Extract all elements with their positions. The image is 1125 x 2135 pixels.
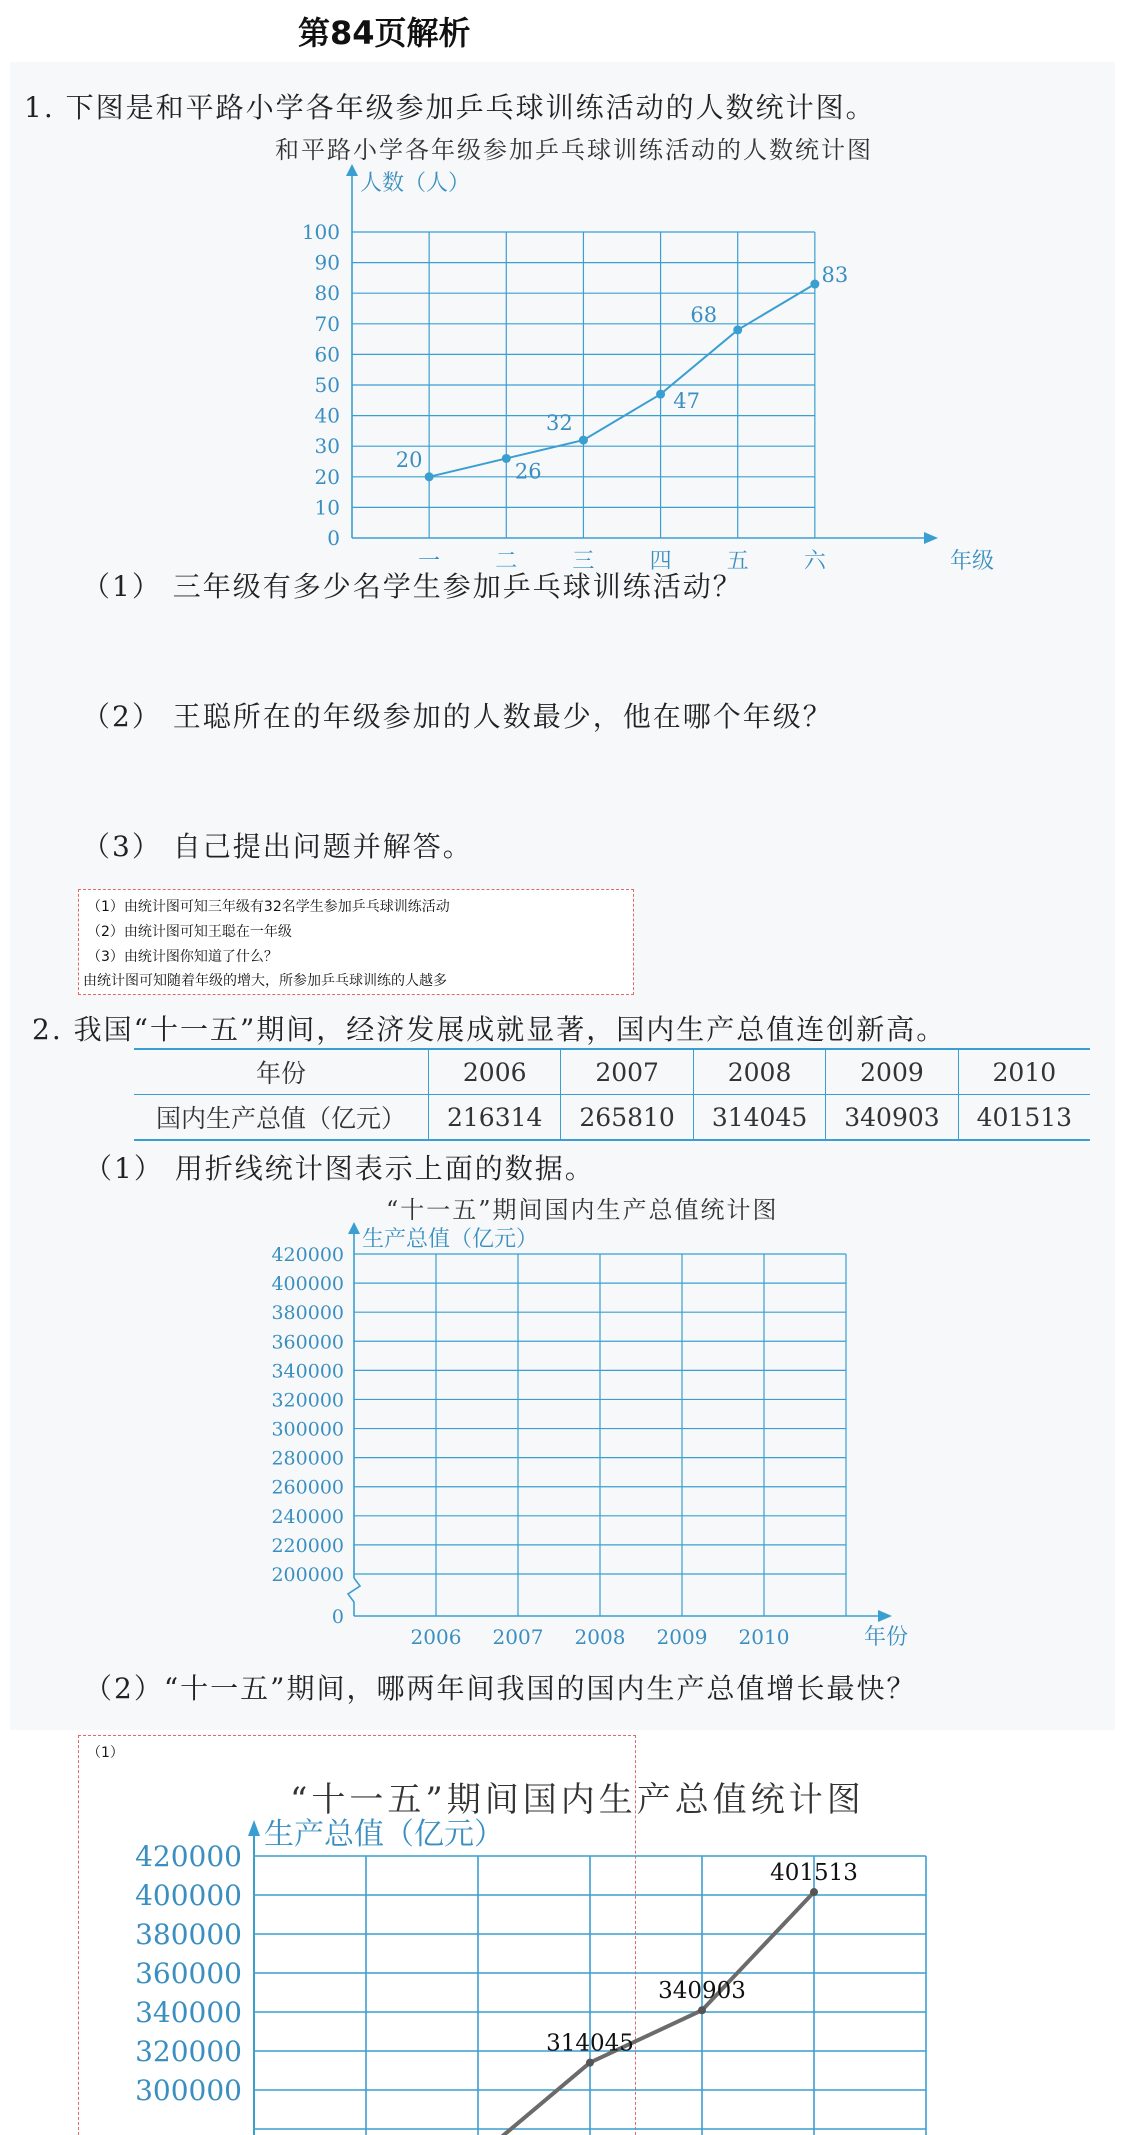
gdp-year-cell: 2006 [429, 1050, 561, 1095]
x-tick-label: 四 [649, 549, 672, 574]
data-label: 340903 [658, 1978, 746, 2005]
x-tick-label: 2007 [492, 1625, 544, 1649]
gdp-row1-label: 年份 [134, 1050, 429, 1095]
data-point [733, 325, 742, 334]
answer2-line-chart [120, 1814, 950, 2134]
q1-text [24, 86, 876, 126]
x-tick-label: 2009 [656, 1625, 708, 1649]
y-tick-label: 0 [331, 1606, 344, 1628]
y-tick-label: 420000 [135, 1840, 242, 1873]
gdp-value-cell: 216314 [429, 1095, 561, 1140]
data-label: 47 [673, 389, 700, 414]
y-tick-label: 90 [314, 250, 340, 275]
gdp-table-row-values [134, 1095, 1090, 1140]
data-label: 314045 [546, 2030, 634, 2057]
y-tick-label: 200000 [271, 1564, 344, 1586]
data-point [810, 280, 819, 289]
x-tick-label: 一 [418, 549, 441, 574]
gdp-row2-label: 国内生产总值（亿元） [134, 1095, 429, 1140]
x-tick-label: 六 [803, 549, 826, 574]
y-tick-label: 10 [314, 495, 340, 520]
answer1-line1: （1）由统计图可知三年级有32名学生参加乒乓球训练活动 [87, 899, 450, 915]
q1-sub3: （3） 自己提出问题并解答。 [82, 830, 473, 863]
x-tick-label: 2008 [574, 1625, 626, 1649]
y-tick-label: 320000 [135, 2035, 242, 2068]
q2-blank-chart [250, 1222, 930, 1660]
data-label: 83 [821, 263, 849, 288]
q2-number: 2. [32, 1013, 63, 1046]
y-axis-arrow [346, 164, 358, 176]
y-tick-label: 360000 [271, 1331, 344, 1354]
y-tick-label: 300000 [135, 2074, 242, 2107]
gdp-year-cell: 2008 [693, 1050, 825, 1095]
data-line [429, 284, 815, 477]
y-tick-label: 60 [314, 342, 340, 367]
data-label: 32 [546, 411, 573, 436]
gdp-year-cell: 2010 [958, 1050, 1090, 1095]
gdp-value-cell: 314045 [693, 1095, 825, 1140]
y-tick-label: 320000 [271, 1389, 344, 1412]
y-tick-label: 280000 [271, 1447, 344, 1470]
y-tick-label: 340000 [135, 1996, 242, 2029]
q2-chart-caption: “十一五”期间国内生产总值统计图 [386, 1196, 779, 1224]
y-axis-label: 人数（人） [360, 171, 471, 196]
data-point [698, 2006, 706, 2014]
y-tick-label: 340000 [271, 1360, 344, 1383]
y-tick-label: 400000 [271, 1273, 344, 1296]
answer1-line3: （3）由统计图你知道了什么？ [87, 949, 278, 965]
gdp-year-cell: 2007 [561, 1050, 693, 1095]
q2-sub1: （1） 用折线统计图表示上面的数据。 [84, 1152, 595, 1185]
y-tick-label: 100 [301, 220, 340, 244]
y-tick-label: 220000 [271, 1534, 344, 1557]
x-tick-label: 2010 [738, 1625, 790, 1649]
data-point [425, 472, 434, 481]
data-point [502, 454, 511, 463]
gdp-table [134, 1050, 1090, 1139]
q1-line-chart [260, 160, 995, 574]
gdp-value-cell: 401513 [976, 1102, 1073, 1132]
q2-sub2: （2）“十一五”期间，哪两年间我国的国内生产总值增长最快？ [84, 1672, 917, 1705]
data-point [586, 2059, 594, 2067]
data-label: 68 [690, 302, 718, 327]
x-tick-label: 三 [572, 549, 595, 574]
y-tick-label: 360000 [135, 1957, 242, 1990]
gdp-table-row-years [134, 1050, 1090, 1095]
y-tick-label: 380000 [271, 1302, 344, 1325]
y-axis-label: 生产总值（亿元） [362, 1227, 539, 1252]
q1-question: 下图是和平路小学各年级参加乒乓球训练活动的人数统计图。 [65, 91, 876, 124]
x-tick-label: 2006 [410, 1625, 462, 1649]
answer1-box [78, 889, 634, 995]
y-tick-label: 80 [314, 281, 340, 306]
q2-text [32, 1008, 946, 1048]
x-tick-label: 二 [495, 549, 518, 574]
y-tick-label: 0 [327, 526, 340, 550]
gdp-year-cell: 2009 [826, 1050, 958, 1095]
y-tick-label: 20 [314, 464, 340, 489]
data-label: 26 [514, 459, 542, 484]
q1-chart-caption: 和平路小学各年级参加乒乓球训练活动的人数统计图 [275, 136, 873, 164]
gdp-value-cell: 265810 [561, 1095, 693, 1140]
y-tick-label: 420000 [271, 1244, 344, 1266]
y-tick-label: 300000 [271, 1418, 344, 1441]
q1-sub2: （2） 王聪所在的年级参加的人数最少，他在哪个年级？ [82, 700, 833, 733]
x-axis-arrow [878, 1610, 892, 1622]
y-tick-label: 30 [314, 434, 340, 459]
y-axis-arrow [348, 1222, 360, 1234]
answer2-chart-caption: “十一五”期间国内生产总值统计图 [290, 1780, 865, 1820]
y-axis-label: 生产总值（亿元） [264, 1817, 504, 1852]
answer1-line2: （2）由统计图可知王聪在一年级 [87, 924, 292, 940]
answer2-label: （1） [87, 1745, 124, 1761]
axis-break-zigzag [348, 1578, 360, 1616]
y-tick-label: 240000 [271, 1505, 344, 1528]
x-tick-label: 五 [726, 549, 749, 574]
q1-number: 1. [24, 91, 55, 124]
data-point [656, 390, 665, 399]
q2-question: 我国“十一五”期间，经济发展成就显著，国内生产总值连创新高。 [73, 1013, 947, 1046]
y-tick-label: 400000 [135, 1879, 242, 1912]
answer1-line4: 由统计图可知随着年级的增大，所参加乒乓球训练的人越多 [83, 973, 447, 989]
y-tick-label: 50 [314, 373, 340, 397]
data-label: 20 [395, 447, 423, 472]
page-title: 第84页解析 [298, 14, 471, 52]
y-tick-label: 70 [314, 311, 340, 336]
data-point [810, 1888, 818, 1896]
gdp-table-wrap [134, 1048, 1090, 1141]
q1-sub1: （1） 三年级有多少名学生参加乒乓球训练活动？ [82, 570, 743, 603]
data-point [579, 436, 588, 445]
data-label: 401513 [770, 1860, 858, 1887]
y-axis-arrow [248, 1820, 260, 1836]
y-tick-label: 40 [314, 403, 340, 428]
gdp-value-cell: 340903 [826, 1095, 958, 1140]
y-tick-label: 260000 [271, 1476, 344, 1499]
x-axis-label: 年级 [949, 549, 995, 574]
y-tick-label: 380000 [135, 1918, 242, 1951]
x-axis-label: 年份 [863, 1625, 909, 1650]
